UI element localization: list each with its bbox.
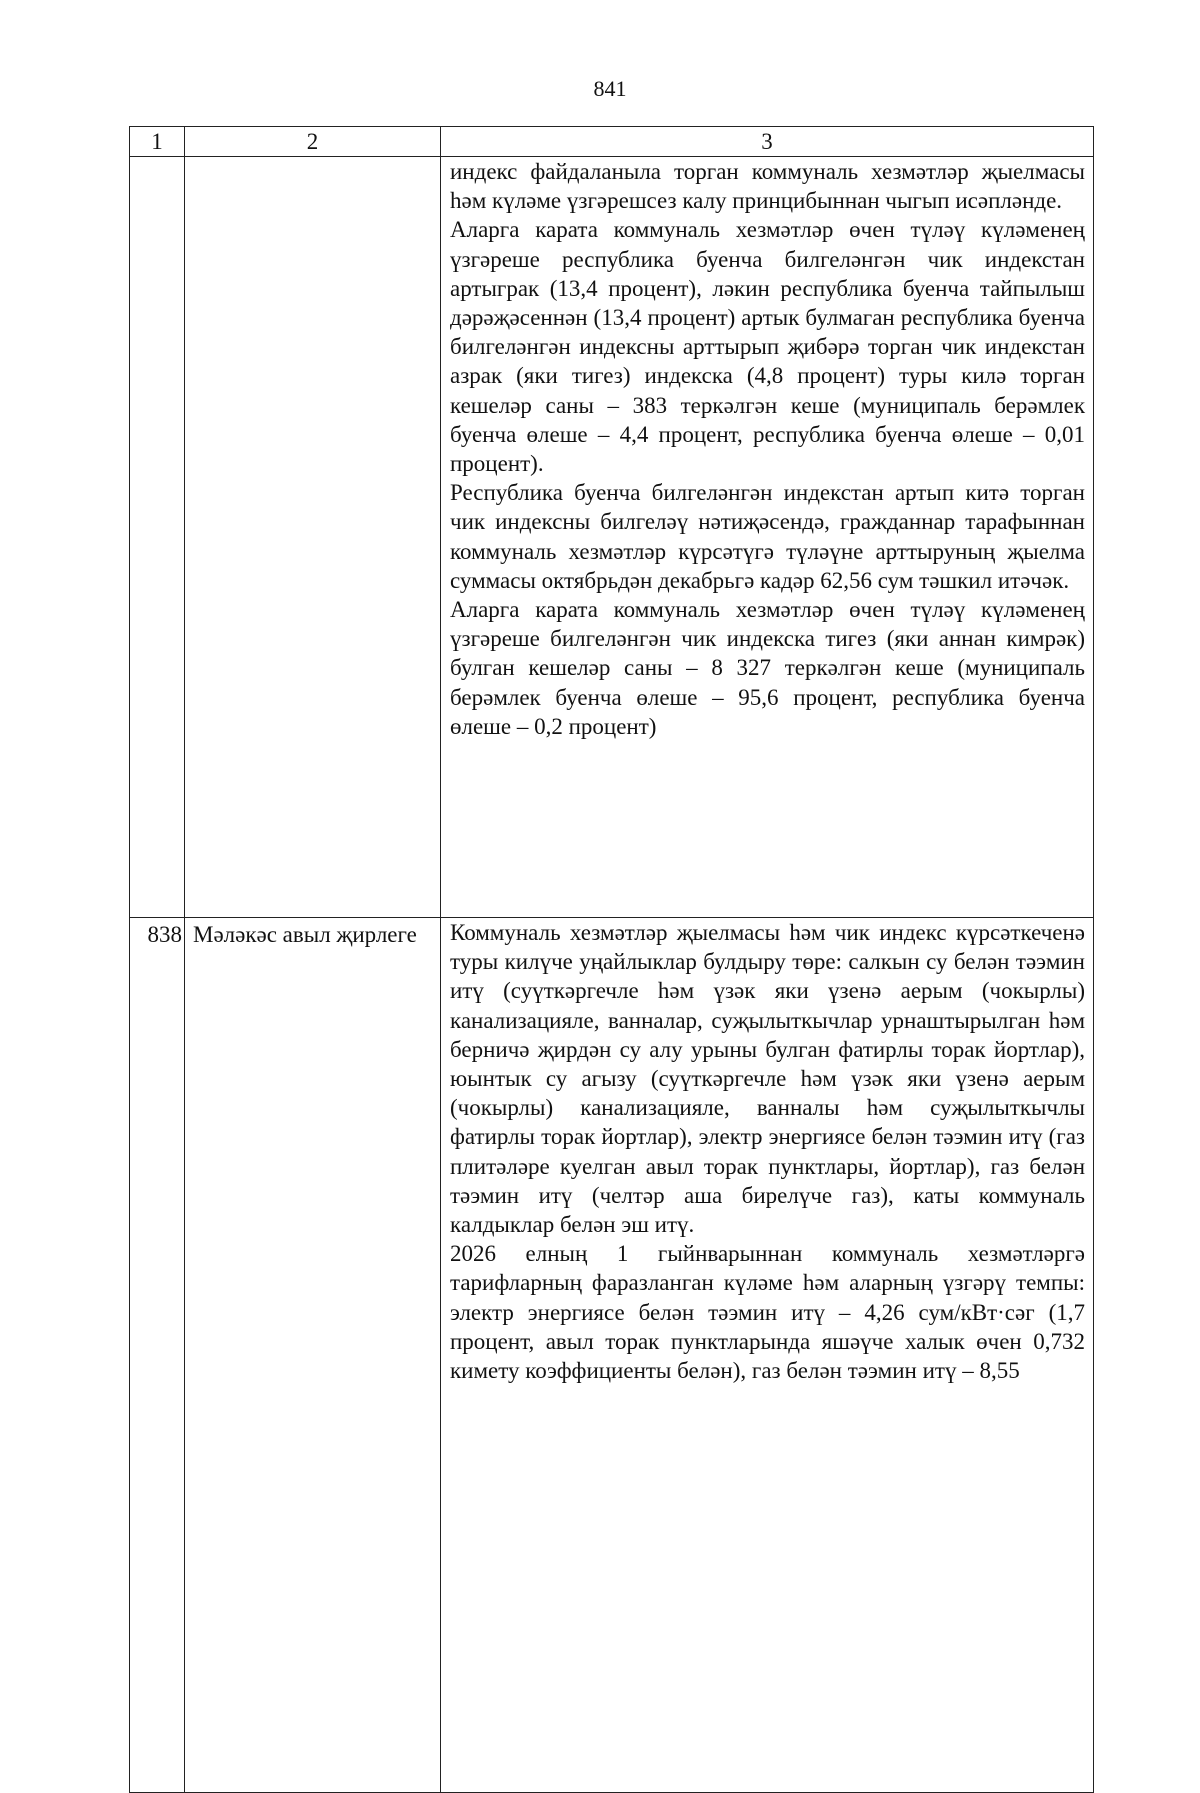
paragraph: Коммуналь хезмәтләр җыелмасы һәм чик индекс күрсәткеченә туры килүче уңайлыклар булдыру төре: салкын су белән тәэмин итү (суүткәргечле һәм үзәк яки үзенә аерым (чокырлы) канализацияле, ванналар, суҗылыткычлар урнаштырылган һәм берничә җирдән су алу урыны булган фатирлы торак йортлар), юынтык су агызу (суүткәргечле һәм үзәк яки үзенә аерым (чокырлы) канализацияле, ванналы һәм суҗылыткычлы фатирлы торак йортлар), электр энергиясе белән тәэмин итү (газ плитәләре куелган авыл торак пунктлары, йортлар), газ белән тәэмин итү (челтәр аша бирелүче газ), каты коммуналь калдыклар белән эш итү. — [450, 920, 1085, 1238]
settlement-name — [185, 157, 441, 918]
paragraph: 2026 елның 1 гыйнварыннан коммуналь хезмәтләргә тарифларның фаразланган күләме һәм аларның үзгәрү темпы: электр энергиясе белән тәэмин итү – 4,26 сум/кВт·сәг (1,7 процент, авыл торак пунктларында яшәүче халык өчен 0,732 кимету коэффициенты белән), газ белән тәэмин итү – 8,55 — [450, 1241, 1085, 1384]
table-row — [130, 918, 1094, 1793]
row-content — [441, 157, 1094, 918]
header-col-2: 2 — [185, 127, 441, 157]
paragraph: Республика буенча билгеләнгән индекстан артып китә торган чик индексны билгеләү нәтиҗәсендә, гражданнар тарафыннан коммуналь хезмәтләр күрсәтүгә түләүне арттыруның җыелма суммасы октябрьдән декабрьгә кадәр 62,56 сум тәшкил итәчәк. — [450, 480, 1085, 593]
page-number: 841 — [593, 76, 627, 101]
table-header-row — [130, 127, 1094, 157]
header-col-3: 3 — [441, 127, 1094, 157]
paragraph: Аларга карата коммуналь хезмәтләр өчен түләү күләменең үзгәреше республика буенча билгеләнгән чик индекстан артыграк (13,4 процент), ләкин республика буенча тайпылыш дәрәҗәсеннән (13,4 процент) артык булмаган республика буенча билгеләнгән индексны арттырып җибәрә торган чик индекстан азрак (яки тигез) индекска (4,8 процент) туры килә торган кешеләр саны – 383 теркәлгән кеше (муниципаль берәмлек буенча өлеше – 4,4 процент, республика буенча өлеше – 0,01 процент). — [450, 217, 1085, 477]
settlement-name: Мәләкәс авыл җирлеге — [185, 918, 441, 1793]
header-col-1: 1 — [130, 127, 185, 157]
paragraph: Аларга карата коммуналь хезмәтләр өчен түләү күләменең үзгәреше билгеләнгән чик индекска тигез (яки аннан кимрәк) булган кешеләр саны – 8 327 теркәлгән кеше (муниципаль берәмлек буенча өлеше – 95,6 процент, республика буенча өлеше – 0,2 процент) — [450, 597, 1085, 739]
row-number: 838 — [130, 918, 185, 1793]
document-table — [129, 126, 1094, 1793]
row-content — [441, 918, 1094, 1793]
table-row — [130, 157, 1094, 918]
paragraph: индекс файдаланыла торган коммуналь хезмәтләр җыелмасы һәм күләме үзгәрешсез калу принцибыннан чыгып исәпләнде. — [450, 159, 1085, 214]
row-number — [130, 157, 185, 918]
